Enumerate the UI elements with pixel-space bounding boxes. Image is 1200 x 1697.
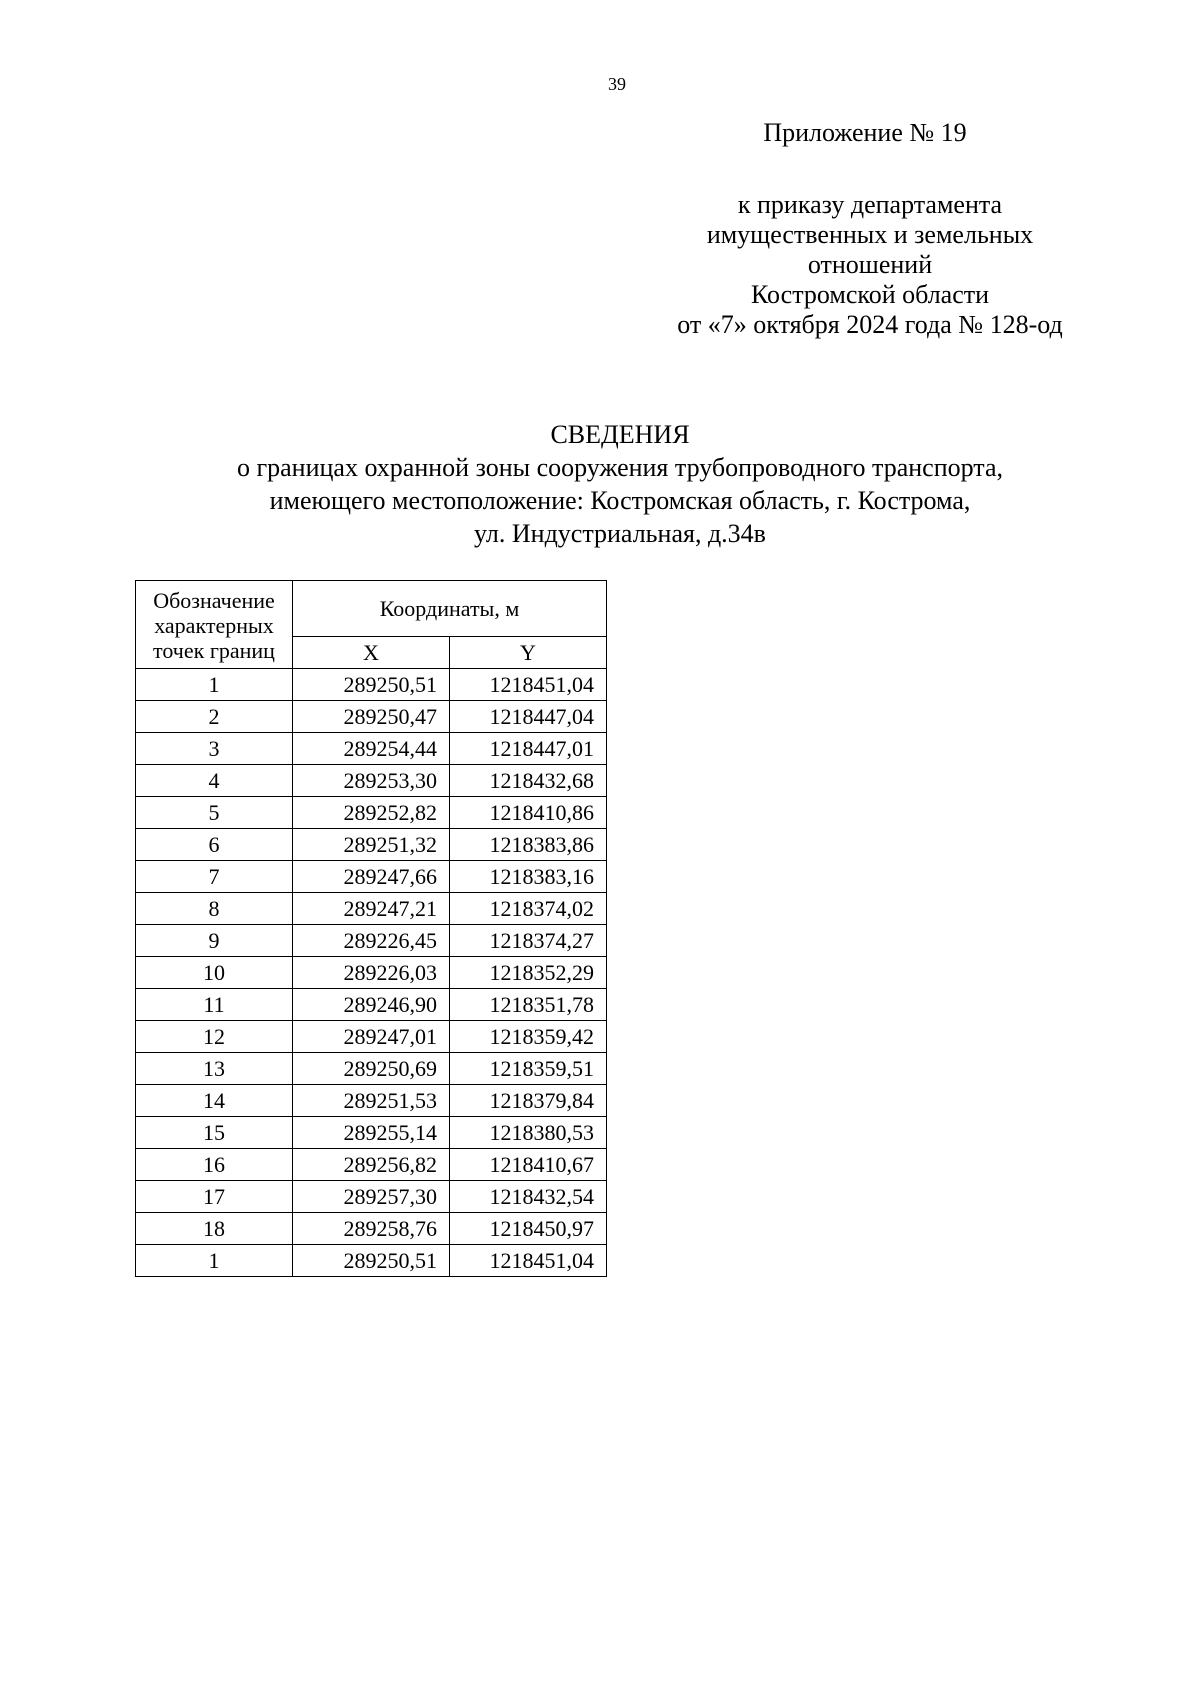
x-cell: 289246,90 — [293, 989, 450, 1021]
point-cell: 17 — [136, 1181, 293, 1213]
point-cell: 3 — [136, 733, 293, 765]
point-cell: 12 — [136, 1021, 293, 1053]
y-cell: 1218374,27 — [450, 925, 607, 957]
y-cell: 1218447,04 — [450, 701, 607, 733]
heading-line: имеющего местоположение: Костромская область, г. Кострома, — [269, 486, 971, 515]
y-cell: 1218410,86 — [450, 797, 607, 829]
x-cell: 289250,51 — [293, 669, 450, 701]
x-cell: 289257,30 — [293, 1181, 450, 1213]
x-cell: 289253,30 — [293, 765, 450, 797]
y-cell: 1218432,68 — [450, 765, 607, 797]
x-cell: 289251,32 — [293, 829, 450, 861]
x-cell: 289256,82 — [293, 1149, 450, 1181]
order-reference-line: имущественных и земельных — [706, 220, 1034, 249]
x-cell: 289254,44 — [293, 733, 450, 765]
y-cell: 1218352,29 — [450, 957, 607, 989]
y-cell: 1218379,84 — [450, 1085, 607, 1117]
point-cell: 11 — [136, 989, 293, 1021]
y-cell: 1218432,54 — [450, 1181, 607, 1213]
table-row — [136, 861, 607, 893]
table-row — [136, 1245, 607, 1277]
table-row — [136, 1021, 607, 1053]
header-coordinates: Координаты, м — [293, 581, 607, 637]
y-cell: 1218359,42 — [450, 1021, 607, 1053]
order-reference — [650, 190, 1090, 340]
x-cell: 289247,66 — [293, 861, 450, 893]
table-row — [136, 829, 607, 861]
point-cell: 14 — [136, 1085, 293, 1117]
point-cell: 6 — [136, 829, 293, 861]
table-row — [136, 1149, 607, 1181]
table-row — [136, 925, 607, 957]
point-cell: 13 — [136, 1053, 293, 1085]
table-row — [136, 1053, 607, 1085]
table-row — [136, 765, 607, 797]
x-cell: 289250,51 — [293, 1245, 450, 1277]
y-cell: 1218383,16 — [450, 861, 607, 893]
order-reference-line: отношений — [807, 250, 933, 279]
point-cell: 4 — [136, 765, 293, 797]
order-reference-line: к приказу департамента — [737, 190, 1003, 219]
table-row — [136, 1213, 607, 1245]
x-cell: 289226,45 — [293, 925, 450, 957]
x-cell: 289258,76 — [293, 1213, 450, 1245]
y-cell: 1218451,04 — [450, 669, 607, 701]
appendix-title: Приложение № 19 — [763, 118, 967, 147]
y-cell: 1218451,04 — [450, 1245, 607, 1277]
point-cell: 1 — [136, 1245, 293, 1277]
order-reference-line: Костромской области — [750, 280, 990, 309]
table-row — [136, 989, 607, 1021]
y-cell: 1218380,53 — [450, 1117, 607, 1149]
table-row — [136, 797, 607, 829]
y-cell: 1218447,01 — [450, 733, 607, 765]
point-cell: 1 — [136, 669, 293, 701]
page-number: 39 — [608, 74, 626, 94]
table-row — [136, 1117, 607, 1149]
order-reference-line: от «7» октября 2024 года № 128-од — [677, 310, 1063, 339]
table-body — [136, 669, 607, 1277]
header-point-designation: Обозначение характерных точек границ — [136, 581, 293, 669]
point-cell: 7 — [136, 861, 293, 893]
point-cell: 8 — [136, 893, 293, 925]
coordinates-table — [135, 580, 607, 1277]
header-y: Y — [450, 637, 607, 669]
x-cell: 289250,69 — [293, 1053, 450, 1085]
point-cell: 2 — [136, 701, 293, 733]
point-cell: 15 — [136, 1117, 293, 1149]
y-cell: 1218410,67 — [450, 1149, 607, 1181]
table-row — [136, 701, 607, 733]
y-cell: 1218374,02 — [450, 893, 607, 925]
point-cell: 5 — [136, 797, 293, 829]
point-cell: 9 — [136, 925, 293, 957]
table-row — [136, 1085, 607, 1117]
y-cell: 1218359,51 — [450, 1053, 607, 1085]
y-cell: 1218351,78 — [450, 989, 607, 1021]
table-row — [136, 957, 607, 989]
y-cell: 1218450,97 — [450, 1213, 607, 1245]
table-row — [136, 893, 607, 925]
heading-title: СВЕДЕНИЯ — [550, 420, 690, 449]
x-cell: 289247,01 — [293, 1021, 450, 1053]
x-cell: 289250,47 — [293, 701, 450, 733]
x-cell: 289251,53 — [293, 1085, 450, 1117]
x-cell: 289255,14 — [293, 1117, 450, 1149]
document-heading — [160, 418, 1080, 550]
table-row — [136, 1181, 607, 1213]
point-cell: 16 — [136, 1149, 293, 1181]
heading-line: о границах охранной зоны сооружения трубопроводного транспорта, — [236, 453, 1004, 482]
header-x: X — [293, 637, 450, 669]
x-cell: 289247,21 — [293, 893, 450, 925]
heading-line: ул. Индустриальная, д.34в — [474, 519, 766, 548]
point-cell: 18 — [136, 1213, 293, 1245]
x-cell: 289226,03 — [293, 957, 450, 989]
y-cell: 1218383,86 — [450, 829, 607, 861]
point-cell: 10 — [136, 957, 293, 989]
x-cell: 289252,82 — [293, 797, 450, 829]
table-row — [136, 733, 607, 765]
table-row — [136, 669, 607, 701]
